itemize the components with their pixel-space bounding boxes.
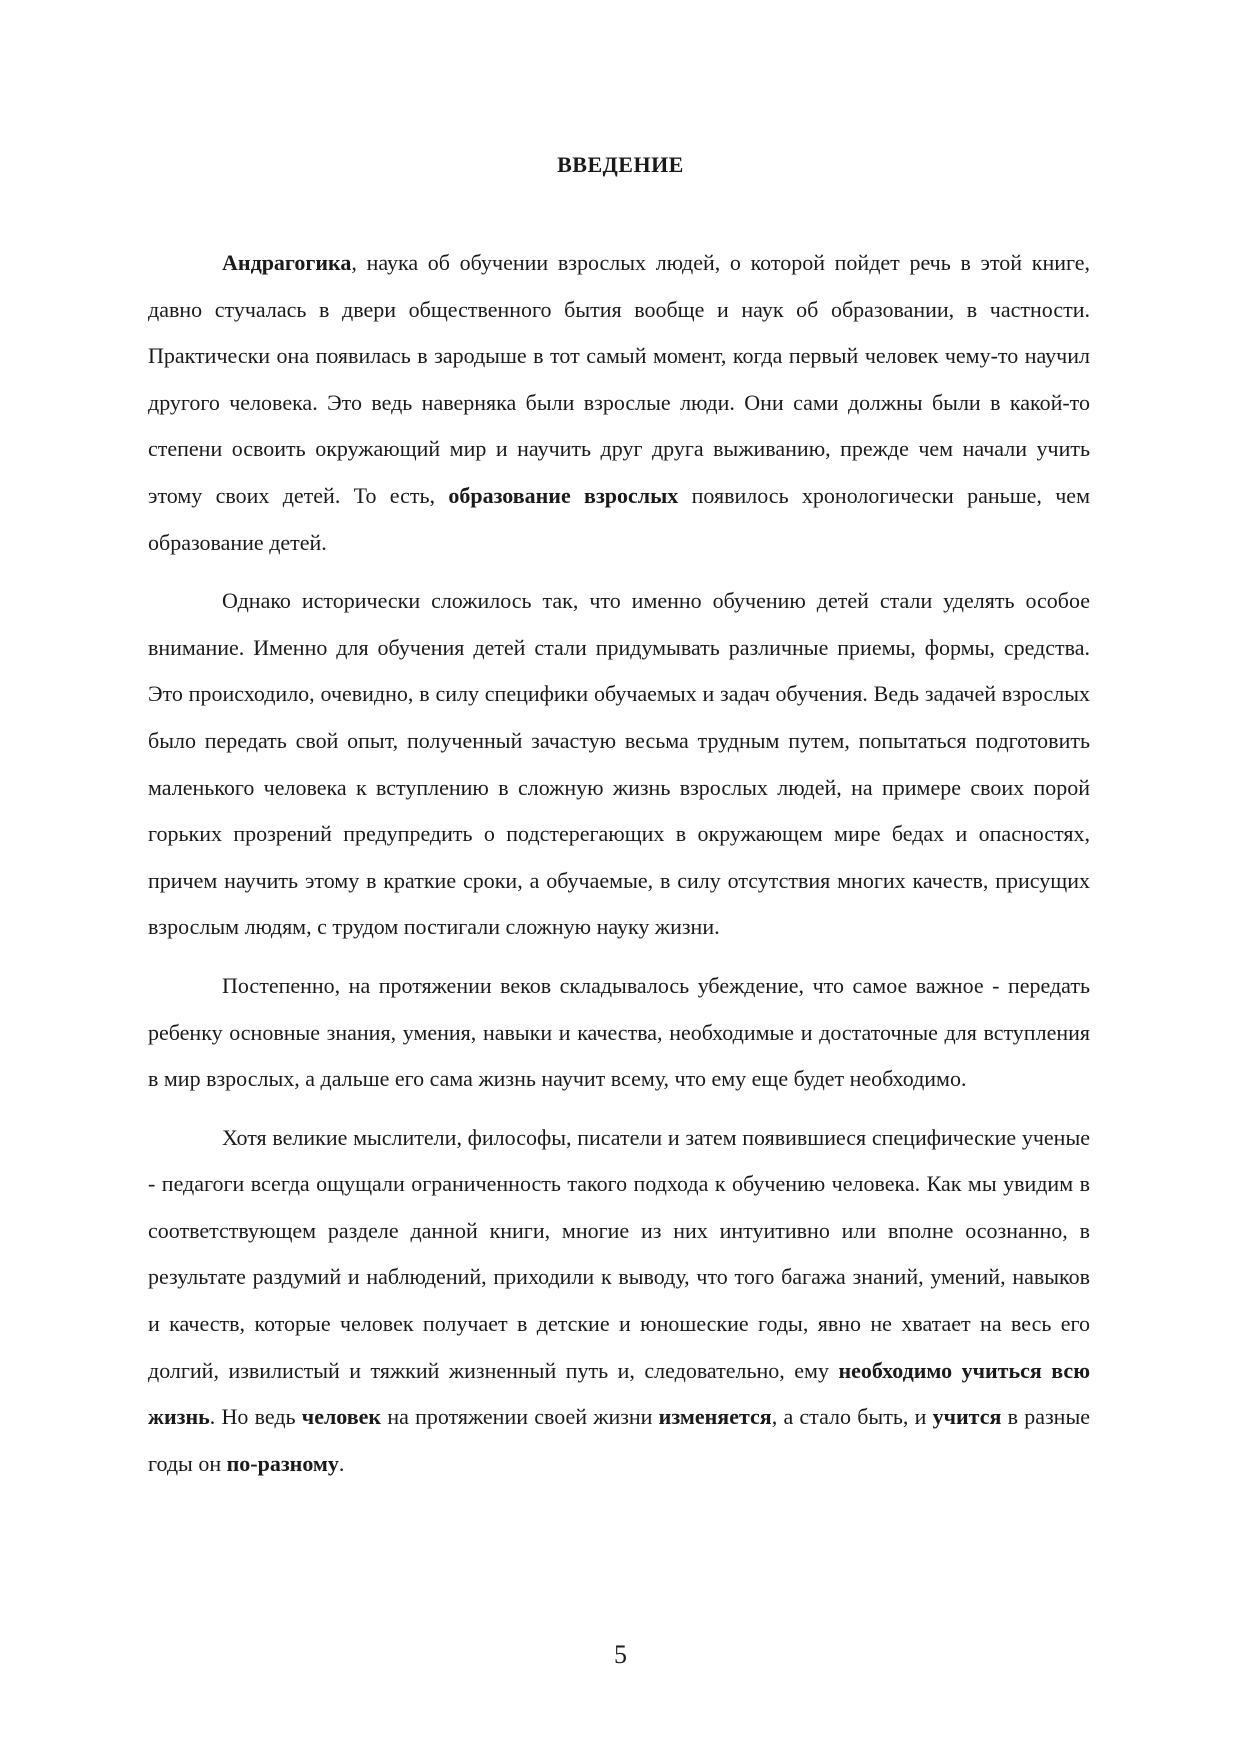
text-run: Постепенно, на протяжении веков складывалось убеждение, что самое важное - передать ребенку основные знания, умения, навыки и качества, необходимые и достаточные для вступления в мир взрослых, а дальше его сама жизнь научит всему, что ему еще будет необходимо. xyxy=(148,972,1090,1092)
bold-term: изменяется xyxy=(658,1404,772,1430)
paragraph-4 xyxy=(148,1115,1090,1488)
text-run: , наука об обучении взрослых людей, о которой пойдет речь в этой книге, давно стучалась в двери общественного бытия вообще и наук об образовании, в частности. Практически она появилась в зародыше в тот самый момент, когда первый человек чему-то научил другого человека. Это ведь наверняка были взрослые люди. Они сами должны были в какой-то степени освоить окружающий мир и научить друг друга выживанию, прежде чем начали учить этому своих детей. То есть, xyxy=(148,250,1090,508)
text-run: Хотя великие мыслители, философы, писатели и затем появившиеся специфические ученые - педагоги всегда ощущали ограниченность такого подхода к обучению человека. Как мы увидим в соответствующем разделе данной книги, многие из них интуитивно или вполне осознанно, в результате раздумий и наблюдений, приходили к выводу, что того багажа знаний, умений, навыков и качеств, которые человек получает в детские и юношеские годы, явно не хватает на весь его долгий, извилистый и тяжкий жизненный путь и, следовательно, ему xyxy=(148,1124,1090,1383)
paragraph-3 xyxy=(148,963,1090,1103)
text-run: Однако исторически сложилось так, что именно обучению детей стали уделять особое внимание. Именно для обучения детей стали придумывать различные приемы, формы, средства. Это происходило, очевидно, в силу специфики обучаемых и задач обучения. Ведь задачей взрослых было передать свой опыт, полученный зачастую весьма трудным путем, попытаться подготовить маленького человека к вступлению в сложную жизнь взрослых людей, на примере своих порой горьких прозрений предупредить о подстерегающих в окружающем мире бедах и опасностях, причем научить этому в краткие сроки, а обучаемые, в силу отсутствия многих качеств, присущих взрослым людям, с трудом постигали сложную науку жизни. xyxy=(148,588,1090,940)
bold-term: Андрагогика xyxy=(222,250,352,275)
text-run: . Но ведь xyxy=(209,1404,302,1430)
bold-term: по-разному xyxy=(226,1450,339,1476)
text-run: на протяжении своей жизни xyxy=(381,1404,659,1430)
paragraph-2 xyxy=(148,578,1090,951)
text-run: появилось хронологически раньше, чем образование детей. xyxy=(148,482,1090,555)
paragraph-1 xyxy=(148,240,1090,566)
bold-term: человек xyxy=(301,1404,382,1430)
bold-term: необходимо учиться всю жизнь xyxy=(148,1357,1091,1430)
page-title: ВВЕДЕНИЕ xyxy=(557,152,684,177)
bold-term: образование взрослых xyxy=(448,482,679,508)
body-text xyxy=(148,240,1090,1499)
bold-term: учится xyxy=(932,1404,1002,1430)
text-run: , а стало быть, и xyxy=(771,1404,933,1430)
text-run: в разные годы он xyxy=(148,1404,1090,1476)
page-number: 5 xyxy=(614,1640,627,1669)
text-run: . xyxy=(338,1450,345,1476)
